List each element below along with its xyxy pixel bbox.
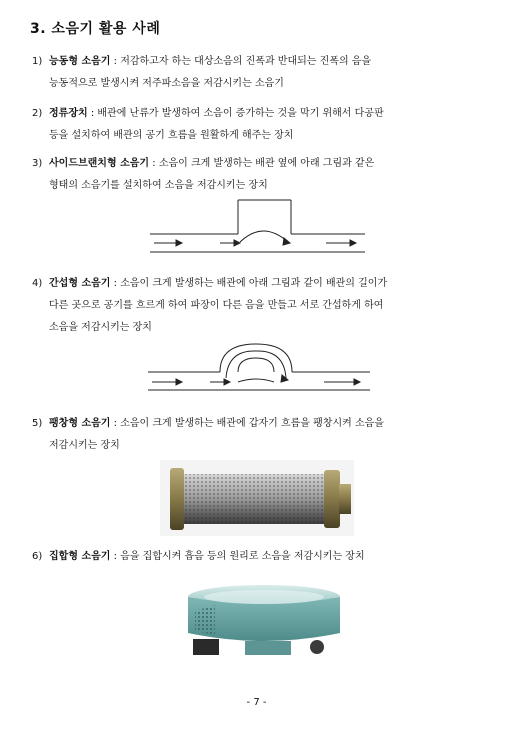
item-number: 3) [32,158,43,169]
item-text-line2: 저감시키는 장치 [49,440,120,451]
item-text-line1: 소음이 크게 발생하는 배관에 갑자기 흐름을 팽창시켜 소음을 [120,418,384,429]
item-number: 6) [32,551,43,562]
flow-curve-lower [238,379,274,382]
item-separator: : [87,108,98,119]
list-item-interference-silencer [32,273,490,339]
page-number: - 7 - [246,697,267,708]
flow-curve-upper [226,351,286,378]
side-branch-diagram [150,196,365,256]
flow-arrow-out [354,379,360,385]
inner-arc [238,358,274,372]
item-text-line1: 소음이 크게 발생하는 배관에 아래 그림과 같이 배관의 길이가 [120,278,388,289]
item-text-line1: 소음이 크게 발생하는 배관 옆에 아래 그림과 같은 [158,158,375,169]
section-title: 3. 소음기 활용 사례 [30,21,161,37]
item-number: 1) [32,56,43,67]
interference-diagram [148,342,370,394]
item-text-line1: 배관에 난류가 발생하여 소음이 증가하는 것을 막기 위해서 다공판 [97,108,384,119]
item-separator: : [110,551,121,562]
flow-arrow-out [350,240,356,246]
item-term: 정류장치 [49,108,88,119]
expansion-silencer-photo [160,460,354,536]
item-number: 2) [32,108,43,119]
item-separator: : [110,278,121,289]
item-term: 집합형 소음기 [49,551,111,562]
flow-curve [240,231,288,242]
item-text-line1: 음을 집합시켜 흡음 등의 원리로 소음을 저감시키는 장치 [120,551,365,562]
collective-silencer-photo [185,583,343,655]
item-separator: : [110,56,121,67]
item-term: 사이드브랜치형 소음기 [49,158,150,169]
list-item-expansion-silencer [32,413,490,457]
item-text-line1: 저감하고자 하는 대상소음의 진폭과 반대되는 진폭의 음을 [120,56,372,67]
item-text-line2: 형태의 소음기를 설치하여 소음을 저감시키는 장치 [49,180,268,191]
list-item-collective-silencer [32,546,490,568]
flow-arrow-in [176,379,182,385]
item-separator: : [149,158,159,169]
item-text-line2: 다른 곳으로 공기를 흐르게 하여 파장이 다른 음을 만들고 서로 간섭하게 하여 [49,300,384,311]
item-text-line3: 소음을 저감시키는 장치 [49,322,152,333]
item-number: 5) [32,418,43,429]
item-term: 능동형 소음기 [49,56,111,67]
list-item-side-branch-silencer [32,153,490,197]
flow-arrow-in [176,240,182,246]
item-text-line2: 능동적으로 발생시켜 저주파소음을 저감시키는 소음기 [49,78,284,89]
item-number: 4) [32,278,43,289]
list-item-flow-straightener [32,103,490,147]
item-text-line2: 등을 설치하여 배관의 공기 흐름을 원활하게 해주는 장치 [49,130,294,141]
list-item-active-silencer [32,51,490,95]
item-separator: : [110,418,121,429]
item-term: 간섭형 소음기 [49,278,111,289]
item-term: 팽창형 소음기 [49,418,111,429]
